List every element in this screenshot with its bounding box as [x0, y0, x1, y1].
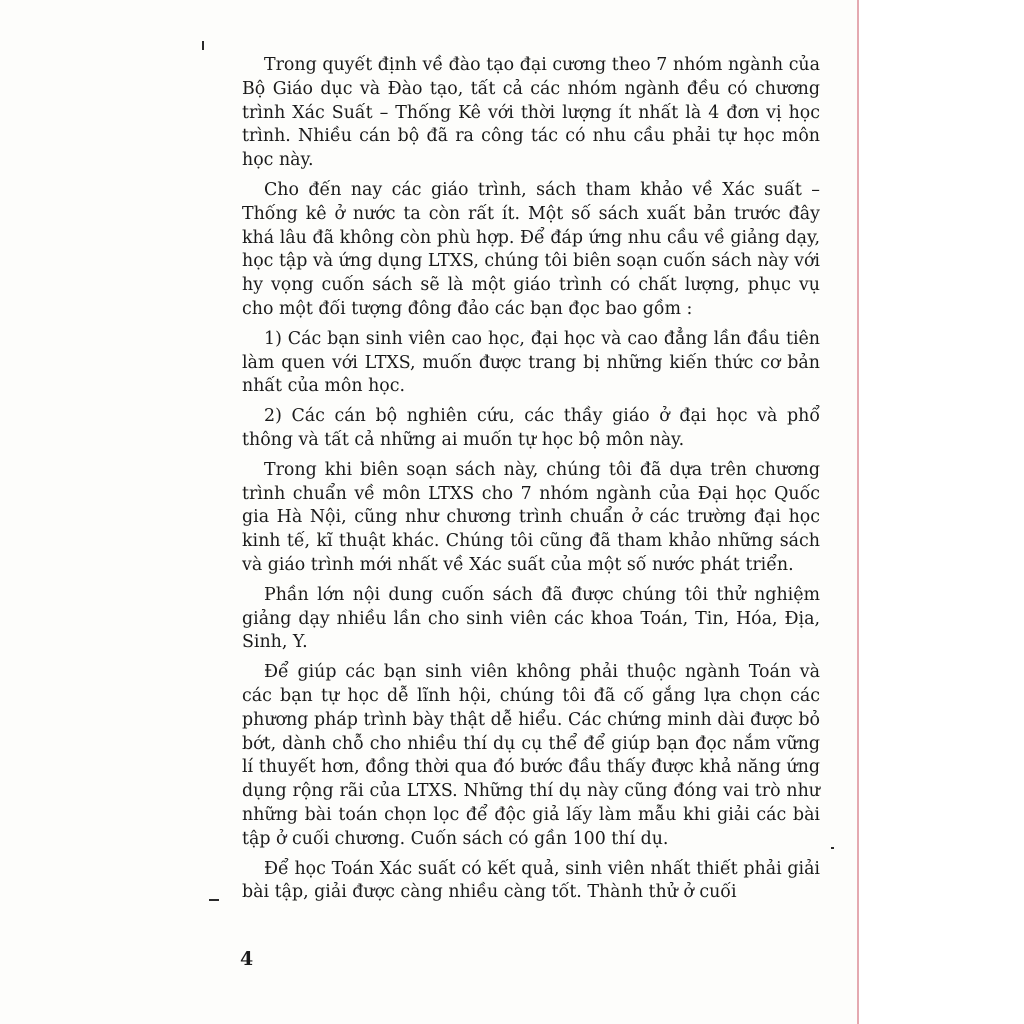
text-column — [242, 54, 820, 911]
page-number: 4 — [240, 948, 254, 970]
list-item-1: 1) Các bạn sinh viên cao học, đại học và cao đẳng lần đầu tiên làm quen với LTXS, muốn được trang bị những kiến thức cơ bản nhất của môn học. — [242, 328, 820, 397]
scan-mark — [209, 899, 219, 901]
paragraph-3: Trong khi biên soạn sách này, chúng tôi đã dựa trên chương trình chuẩn về môn LTXS cho 7 nhóm ngành của Đại học Quốc gia Hà Nội, cũng như chương trình chuẩn ở các trường đại học kinh tế, kĩ thuật khác. Chúng tôi cũng đã tham khảo những sách và giáo trình mới nhất về Xác suất của một số nước phát triển. — [242, 459, 820, 575]
paragraph-5: Để giúp các bạn sinh viên không phải thuộc ngành Toán và các bạn tự học dễ lĩnh hội, chúng tôi đã cố gắng lựa chọn các phương pháp trình bày thật dễ hiểu. Các chứng minh dài được bỏ bớt, dành chỗ cho nhiều thí dụ cụ thể để giúp bạn đọc nắm vững lí thuyết hơn, đồng thời qua đó bước đầu thấy được khả năng ứng dụng rộng rãi của LTXS. Những thí dụ này cũng đóng vai trò như những bài toán chọn lọc để độc giả lấy làm mẫu khi giải các bài tập ở cuối chương. Cuốn sách có gần 100 thí dụ. — [242, 662, 820, 849]
page-margin-right — [858, 0, 1024, 1024]
paragraph-4: Phần lớn nội dung cuốn sách đã được chúng tôi thử nghiệm giảng dạy nhiều lần cho sinh viên các khoa Toán, Tin, Hóa, Địa, Sinh, Y. — [242, 584, 820, 653]
list-item-2: 2) Các cán bộ nghiên cứu, các thầy giáo ở đại học và phổ thông và tất cả những ai muốn tự học bộ môn này. — [242, 406, 820, 450]
paragraph-1: Trong quyết định về đào tạo đại cương theo 7 nhóm ngành của Bộ Giáo dục và Đào tạo, tất cả các nhóm ngành đều có chương trình Xác Suất – Thống Kê với thời lượng ít nhất là 4 đơn vị học trình. Nhiều cán bộ đã ra công tác có nhu cầu phải tự học môn học này. — [242, 55, 820, 171]
scan-mark — [202, 41, 204, 50]
paragraph-6: Để học Toán Xác suất có kết quả, sinh viên nhất thiết phải giải bài tập, giải được càng nhiều càng tốt. Thành thử ở cuối — [242, 858, 820, 903]
paragraph-2: Cho đến nay các giáo trình, sách tham khảo về Xác suất – Thống kê ở nước ta còn rất ít. Một số sách xuất bản trước đây khá lâu đã không còn phù hợp. Để đáp ứng nhu cầu về giảng dạy, học tập và ứng dụng LTXS, chúng tôi biên soạn cuốn sách này với hy vọng cuốn sách sẽ là một giáo trình có chất lượng, phục vụ cho một đối tượng đông đảo các bạn đọc bao gồm : — [242, 179, 820, 319]
scan-mark — [831, 847, 834, 849]
page-edge-line — [857, 0, 859, 1024]
